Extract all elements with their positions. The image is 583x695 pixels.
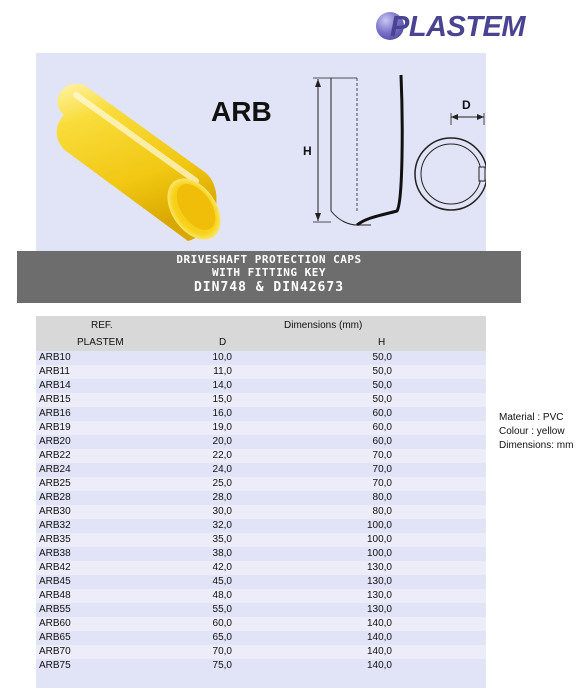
table-row bbox=[36, 547, 486, 561]
title-banner bbox=[17, 251, 521, 303]
cell-d: 30,0 bbox=[212, 506, 232, 517]
cell-ref: ARB28 bbox=[39, 492, 71, 503]
note-material: Material : PVC bbox=[499, 412, 564, 423]
cell-h: 80,0 bbox=[372, 506, 392, 517]
cell-h: 140,0 bbox=[366, 660, 392, 671]
header-plastem: PLASTEM bbox=[77, 337, 124, 348]
logo-text: PLASTEM bbox=[390, 11, 526, 43]
table-row bbox=[36, 575, 486, 589]
table-row bbox=[36, 491, 486, 505]
table-row bbox=[36, 365, 486, 379]
cell-h: 130,0 bbox=[366, 590, 392, 601]
cell-ref: ARB14 bbox=[39, 380, 71, 391]
cell-h: 80,0 bbox=[372, 492, 392, 503]
product-panel bbox=[36, 53, 486, 253]
technical-drawing bbox=[291, 61, 486, 251]
cell-d: 19,0 bbox=[212, 422, 232, 433]
banner-subtitle: WITH FITTING KEY bbox=[212, 266, 326, 279]
cell-h: 70,0 bbox=[372, 478, 392, 489]
cell-ref: ARB11 bbox=[39, 366, 70, 377]
cell-h: 100,0 bbox=[366, 534, 392, 545]
cell-d: 60,0 bbox=[212, 618, 232, 629]
header-h: H bbox=[378, 337, 386, 348]
cell-ref: ARB42 bbox=[39, 562, 71, 573]
cell-h: 130,0 bbox=[366, 576, 392, 587]
table-row bbox=[36, 589, 486, 603]
table-row bbox=[36, 393, 486, 407]
cell-h: 140,0 bbox=[366, 646, 392, 657]
cell-h: 100,0 bbox=[366, 548, 392, 559]
table-row bbox=[36, 659, 486, 673]
cell-d: 45,0 bbox=[212, 576, 232, 587]
note-colour: Colour : yellow bbox=[499, 426, 565, 437]
cell-h: 70,0 bbox=[372, 450, 392, 461]
cell-d: 24,0 bbox=[212, 464, 232, 475]
header-ref: REF. bbox=[91, 320, 113, 331]
cell-ref: ARB24 bbox=[39, 464, 71, 475]
cell-ref: ARB35 bbox=[39, 534, 71, 545]
cell-d: 10,0 bbox=[212, 352, 232, 363]
table-row bbox=[36, 533, 486, 547]
table-row bbox=[36, 631, 486, 645]
cell-ref: ARB16 bbox=[39, 408, 71, 419]
table-row bbox=[36, 351, 486, 365]
cell-h: 60,0 bbox=[372, 436, 392, 447]
table-row bbox=[36, 407, 486, 421]
cell-d: 11,0 bbox=[213, 366, 232, 377]
cell-h: 60,0 bbox=[372, 422, 392, 433]
note-dimensions: Dimensions: mm bbox=[499, 440, 574, 451]
cell-h: 60,0 bbox=[372, 408, 392, 419]
cell-ref: ARB22 bbox=[39, 450, 71, 461]
table-row bbox=[36, 617, 486, 631]
cell-h: 70,0 bbox=[372, 464, 392, 475]
table-row bbox=[36, 477, 486, 491]
cell-d: 20,0 bbox=[212, 436, 232, 447]
cell-h: 50,0 bbox=[372, 352, 392, 363]
cell-ref: ARB45 bbox=[39, 576, 71, 587]
cell-d: 38,0 bbox=[212, 548, 232, 559]
cell-d: 70,0 bbox=[212, 646, 232, 657]
cell-d: 22,0 bbox=[212, 450, 232, 461]
cell-d: 55,0 bbox=[212, 604, 232, 615]
product-code: ARB bbox=[211, 96, 272, 127]
banner-standards: DIN748 & DIN42673 bbox=[193, 280, 345, 295]
label-h: H bbox=[303, 144, 312, 158]
header-d: D bbox=[219, 337, 227, 348]
table-row bbox=[36, 449, 486, 463]
cell-ref: ARB30 bbox=[39, 506, 71, 517]
table-header bbox=[36, 316, 486, 351]
cell-ref: ARB15 bbox=[39, 394, 71, 405]
table-row bbox=[36, 561, 486, 575]
cell-ref: ARB75 bbox=[39, 660, 71, 671]
table-row bbox=[36, 379, 486, 393]
cell-d: 42,0 bbox=[212, 562, 232, 573]
plastem-logo bbox=[376, 10, 541, 44]
cell-d: 35,0 bbox=[212, 534, 232, 545]
cell-d: 25,0 bbox=[212, 478, 232, 489]
cell-h: 130,0 bbox=[366, 562, 392, 573]
cell-ref: ARB25 bbox=[39, 478, 71, 489]
label-d: D bbox=[462, 98, 471, 112]
header-dimensions: Dimensions (mm) bbox=[284, 320, 363, 331]
cell-d: 28,0 bbox=[212, 492, 232, 503]
table-row bbox=[36, 505, 486, 519]
cell-d: 48,0 bbox=[212, 590, 232, 601]
cell-h: 100,0 bbox=[366, 520, 392, 531]
cell-ref: ARB10 bbox=[39, 352, 71, 363]
yellow-cap-image bbox=[46, 73, 221, 263]
cell-ref: ARB70 bbox=[39, 646, 71, 657]
dimensions-table bbox=[36, 316, 486, 688]
table-row bbox=[36, 519, 486, 533]
cell-d: 15,0 bbox=[212, 394, 232, 405]
banner-title: DRIVESHAFT PROTECTION CAPS bbox=[176, 253, 362, 266]
cell-ref: ARB48 bbox=[39, 590, 71, 601]
cell-h: 140,0 bbox=[366, 632, 392, 643]
cell-h: 50,0 bbox=[372, 380, 392, 391]
table-row bbox=[36, 435, 486, 449]
cell-ref: ARB32 bbox=[39, 520, 71, 531]
table-row bbox=[36, 463, 486, 477]
table-row bbox=[36, 645, 486, 659]
cell-ref: ARB60 bbox=[39, 618, 71, 629]
cell-ref: ARB65 bbox=[39, 632, 71, 643]
cell-h: 50,0 bbox=[372, 366, 392, 377]
cell-d: 14,0 bbox=[212, 380, 232, 391]
cell-ref: ARB20 bbox=[39, 436, 71, 447]
cell-h: 130,0 bbox=[366, 604, 392, 615]
table-row bbox=[36, 421, 486, 435]
cell-h: 140,0 bbox=[366, 618, 392, 629]
cell-h: 50,0 bbox=[372, 394, 392, 405]
spec-notes bbox=[499, 411, 573, 453]
table-body bbox=[36, 351, 486, 673]
table-row bbox=[36, 603, 486, 617]
cell-d: 75,0 bbox=[212, 660, 232, 671]
cell-d: 32,0 bbox=[212, 520, 232, 531]
cell-ref: ARB19 bbox=[39, 422, 71, 433]
cell-ref: ARB38 bbox=[39, 548, 71, 559]
cell-d: 65,0 bbox=[212, 632, 232, 643]
cell-ref: ARB55 bbox=[39, 604, 71, 615]
cell-d: 16,0 bbox=[212, 408, 232, 419]
